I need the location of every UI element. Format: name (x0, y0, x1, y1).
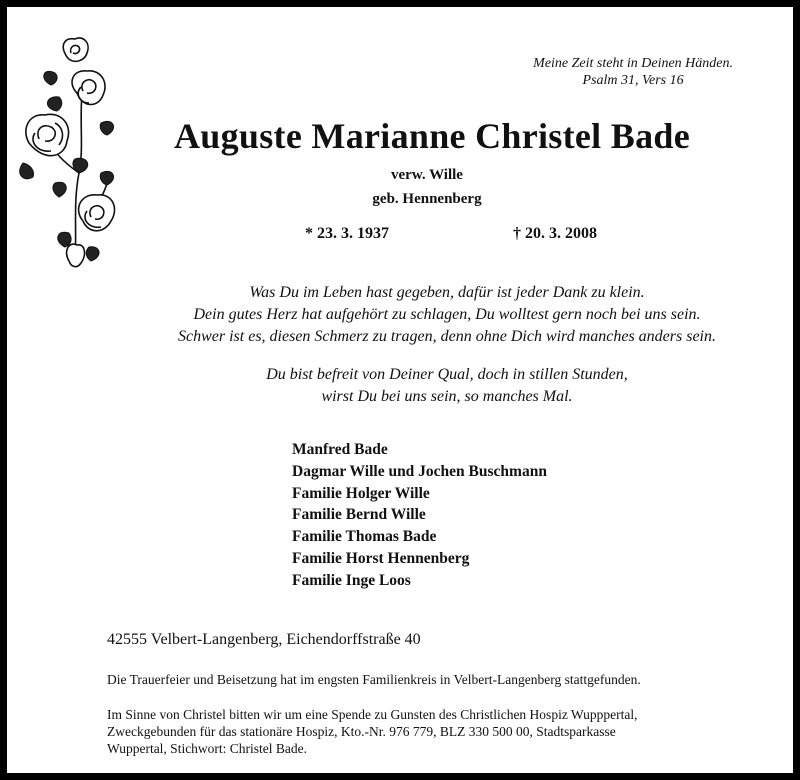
bible-verse-motto (533, 55, 733, 89)
poem-line: Du bist befreit von Deiner Qual, doch in stillen Stunden, (266, 366, 628, 383)
poem-line: Dein gutes Herz hat aufgehört zu schlagen, Du wolltest gern noch bei uns sein. (193, 306, 701, 323)
birth-date: * 23. 3. 1937 (305, 225, 389, 242)
mourner: Familie Thomas Bade (292, 528, 437, 546)
birth-name: geb. Hennenberg (372, 191, 482, 207)
mourner: Familie Holger Wille (292, 484, 430, 502)
donation-notice (107, 706, 638, 757)
mourner: Dagmar Wille und Jochen Buschmann (292, 462, 547, 480)
death-date: † 20. 3. 2008 (513, 225, 597, 242)
poem-line: Was Du im Leben hast gegeben, dafür ist jeder Dank zu klein. (249, 284, 645, 301)
poem-line: Schwer ist es, diesen Schmerz zu tragen, denn ohne Dich wird manches anders sein. (178, 328, 716, 345)
mourner: Familie Bernd Wille (292, 506, 426, 524)
donation-line: Zweckgebunden für das stationäre Hospiz, Kto.-Nr. 976 779, BLZ 330 500 00, Stadtsparkasse (107, 724, 616, 739)
mourner: Familie Horst Hennenberg (292, 549, 470, 567)
funeral-notice: Die Trauerfeier und Beisetzung hat im engsten Familienkreis in Velbert-Langenberg stattgefunden. (107, 672, 641, 687)
poem-stanza-1 (7, 282, 800, 348)
mourner: Familie Inge Loos (292, 571, 411, 589)
mourner: Manfred Bade (292, 441, 388, 458)
poem-stanza-2 (7, 364, 800, 408)
poem-line: wirst Du bei uns sein, so manches Mal. (321, 388, 573, 405)
donation-line: Wuppertal, Stichwort: Christel Bade. (107, 741, 308, 756)
motto-reference: Psalm 31, Vers 16 (582, 73, 684, 88)
donation-line: Im Sinne von Christel bitten wir um eine Spende zu Gunsten des Christlichen Hospiz Wupppertal, (107, 707, 638, 722)
motto-quote: Meine Zeit steht in Deinen Händen. (533, 56, 733, 71)
mourners-list (292, 439, 547, 592)
widowed-name: verw. Wille (391, 167, 463, 183)
family-address: 42555 Velbert-Langenberg, Eichendorffstraße 40 (107, 631, 421, 648)
deceased-name: Auguste Marianne Christel Bade (174, 116, 690, 156)
